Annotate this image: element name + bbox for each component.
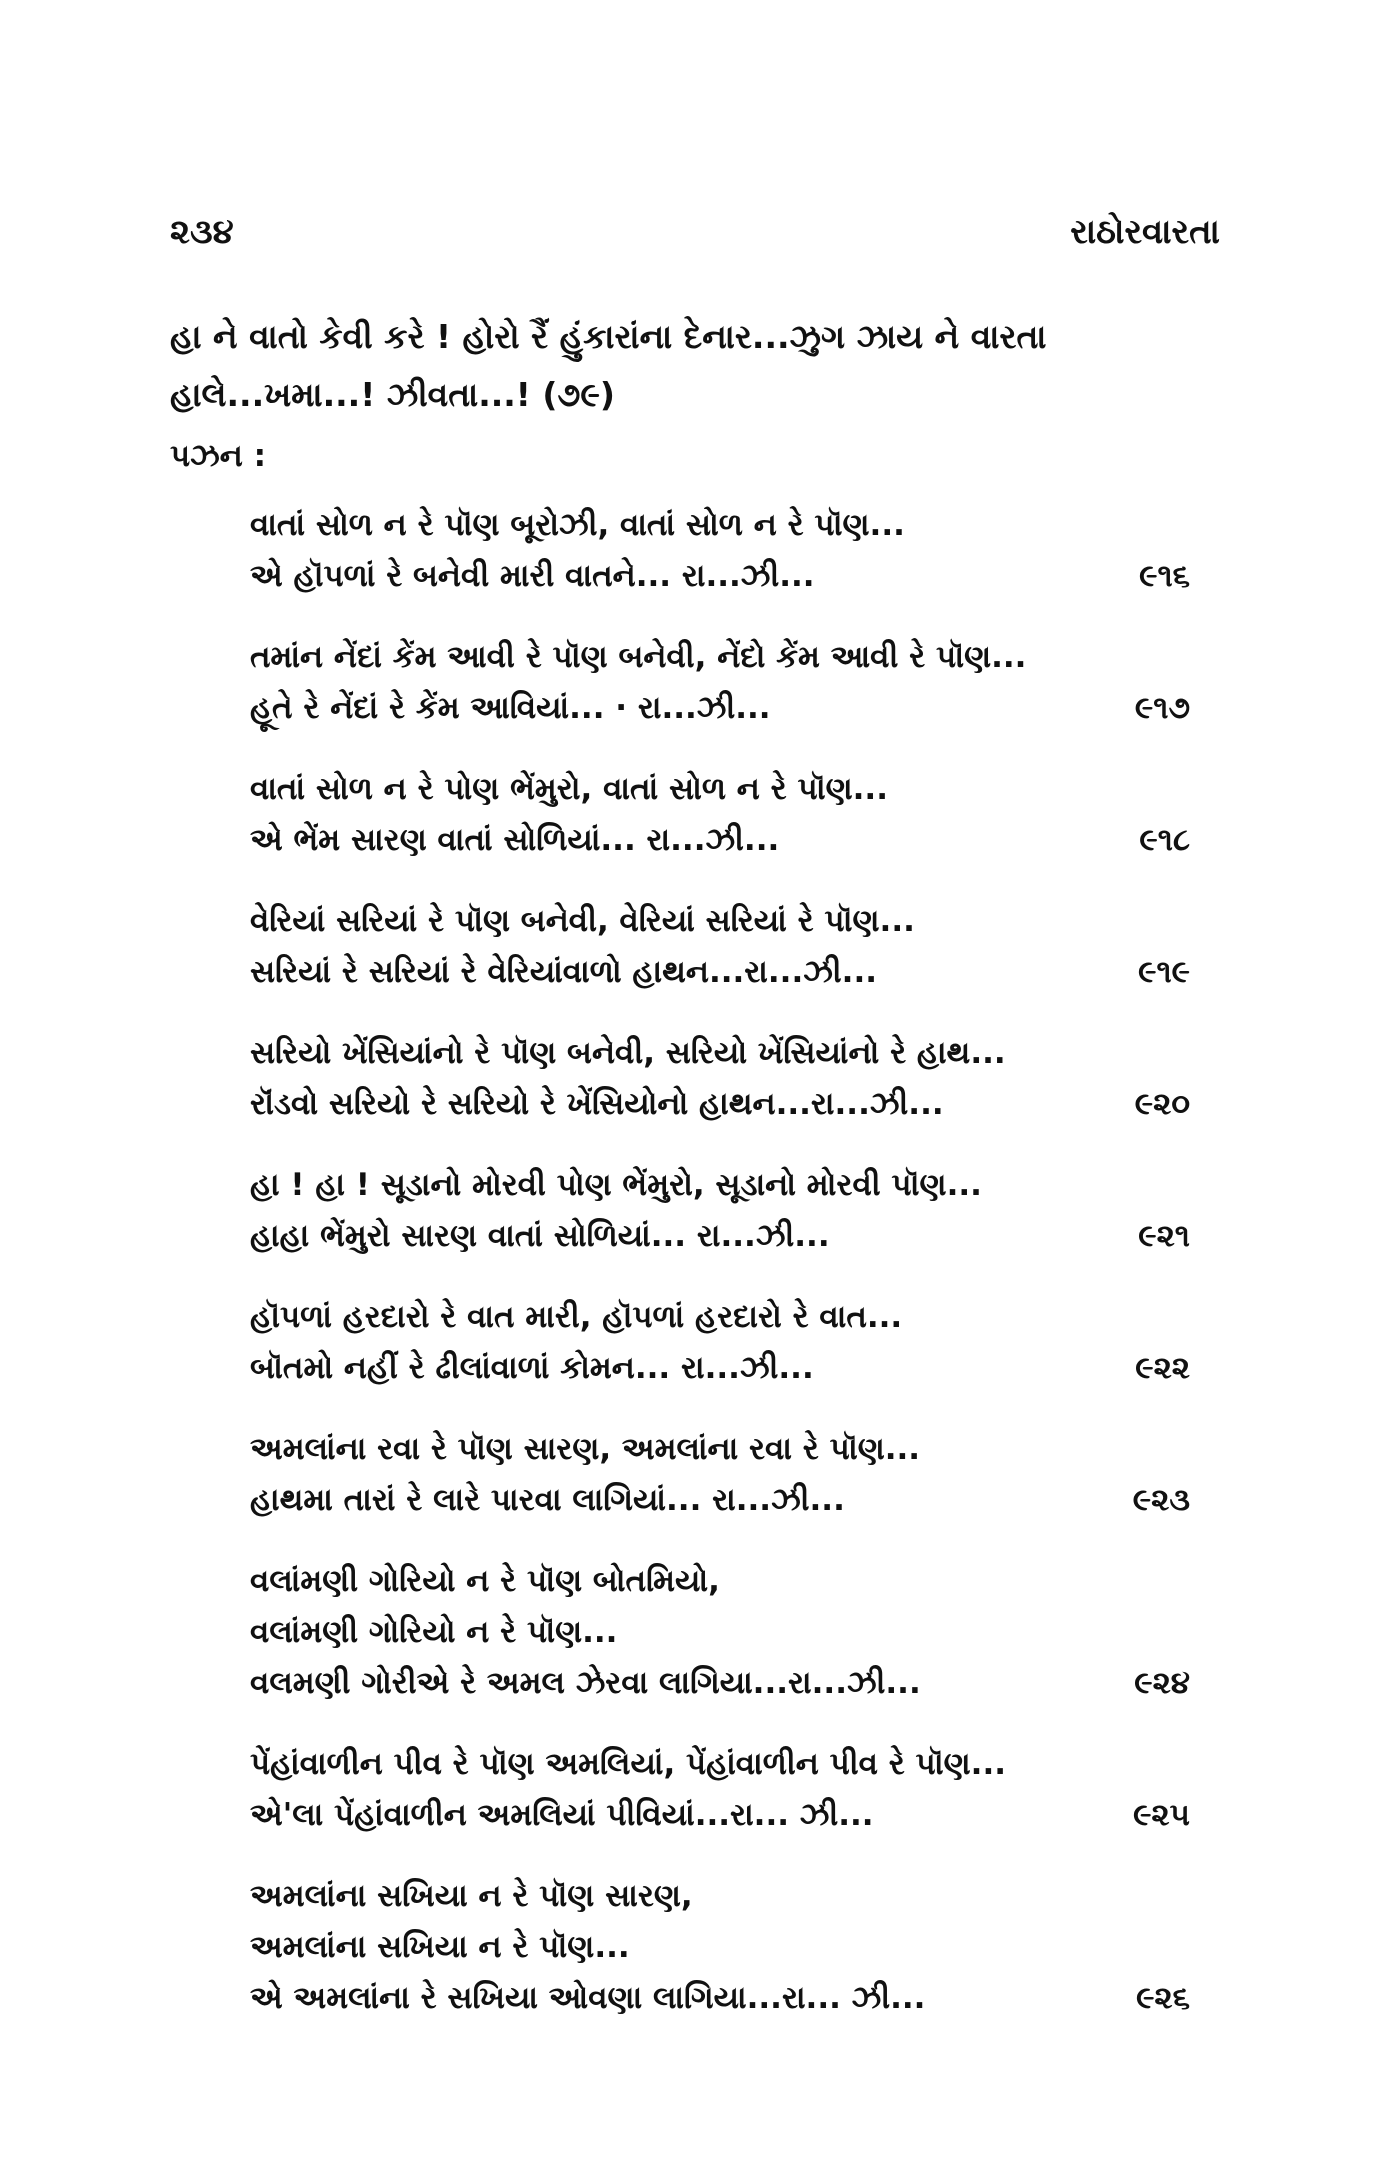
verse-stanza: [250, 500, 1190, 602]
verse-number: ૯૧૬: [1139, 558, 1190, 594]
verse-line: [250, 1790, 1190, 1841]
verse-line: [250, 1973, 1190, 2024]
verse-stanza: [250, 1556, 1190, 1709]
verse-line-text: વાતાં સોળ ન રે પોણ ભેંમુરો, વાતાં સોળ ન રે પૉણ...: [250, 771, 888, 807]
verse-number: ૯૨૧: [1138, 1218, 1190, 1254]
verse-line-text: એ ભેંમ સારણ વાતાં સોળિયાં... રા...ઝી...: [250, 822, 780, 858]
verse-line: [250, 815, 1190, 866]
verse-line: [250, 1211, 1190, 1262]
verse-line-text: અમલાંના રવા રે પૉણ સારણ, અમલાંના રવા રે પૉણ...: [250, 1431, 921, 1467]
verse-line: [250, 1424, 1190, 1475]
verse-line-text: એ અમલાંના રે સખિયા ઓવણા લાગિયા...રા... ઝી...: [250, 1980, 926, 2016]
verse-line-text: સરિયો ખેંસિયાંનો રે પૉણ બનેવી, સરિયો ખેંસિયાંનો રે હાથ...: [250, 1035, 1006, 1071]
verse-line-text: વેરિયાં સરિયાં રે પૉણ બનેવી, વેરિયાં સરિયાં રે પૉણ...: [250, 903, 915, 939]
verse-number: ૯૧૯: [1138, 954, 1190, 990]
verse-line: [250, 500, 1190, 551]
verse-line: [250, 551, 1190, 602]
verse-line: [250, 1556, 1190, 1607]
verse-stanza: [250, 1739, 1190, 1841]
verse-stanza: [250, 1424, 1190, 1526]
verse-stanza: [250, 1160, 1190, 1262]
verse-line: [250, 683, 1190, 734]
verse-line-text: એ'લા પેંહાંવાળીન અમલિયાં પીવિયાં...રા... ઝી...: [250, 1797, 874, 1833]
section-label: પઝન :: [170, 438, 266, 474]
verse-number: ૯૨૩: [1132, 1482, 1190, 1518]
verse-line-text: હાથમા તારાં રે લારે પારવા લાગિયાં... રા...ઝી...: [250, 1482, 845, 1518]
verse-line: [250, 1871, 1190, 1922]
verse-line: [250, 947, 1190, 998]
verse-line-text: હાહા ભેંમુરો સારણ વાતાં સોળિયાં... રા...ઝી...: [250, 1218, 830, 1254]
verse-number: ૯૨૦: [1134, 1086, 1190, 1122]
verse-line-text: વલમણી ગોરીએ રે અમલ ઝેરવા લાગિયા...રા...ઝી...: [250, 1665, 921, 1701]
verse-number: ૯૧૭: [1134, 690, 1190, 726]
verse-line-text: વલાંમણી ગોરિયો ન રે પૉણ બોતમિયો,: [250, 1563, 720, 1599]
verse-number: ૯૨૬: [1136, 1980, 1190, 2016]
verse-line-text: અમલાંના સખિયા ન રે પૉણ સારણ,: [250, 1878, 693, 1914]
page-header: [170, 212, 1220, 272]
verse-number: ૯૨૫: [1133, 1797, 1190, 1833]
verse-line: [250, 1739, 1190, 1790]
verse-line-text: પેંહાંવાળીન પીવ રે પૉણ અમલિયાં, પેંહાંવાળીન પીવ રે પૉણ...: [250, 1746, 1007, 1782]
verse-line: [250, 1658, 1190, 1709]
page-number: ૨૩૪: [170, 212, 234, 252]
verse-line: [250, 1079, 1190, 1130]
verse-number: ૯૨૨: [1135, 1350, 1190, 1386]
verse-line: [250, 1028, 1190, 1079]
verse-line-text: હૂતે રે નેંદાં રે કેંમ આવિયાં... · રા...ઝી...: [250, 690, 771, 726]
verse-line-text: હા ! હા ! સૂડાનો મોરવી પોણ ભેંમુરો, સૂડાનો મોરવી પૉણ...: [250, 1167, 982, 1203]
verse-stanza: [250, 1871, 1190, 2024]
running-title: રાઠોરવારતા: [1070, 212, 1220, 252]
verse-number: ૯૧૮: [1139, 822, 1190, 858]
verse-line: [250, 1922, 1190, 1973]
verse-list: [250, 500, 1190, 2054]
verse-line-text: અમલાંના સખિયા ન રે પૉણ...: [250, 1929, 630, 1965]
verse-line-text: સરિયાં રે સરિયાં રે વેરિયાંવાળો હાથન...રા...ઝી...: [250, 954, 877, 990]
verse-line: [250, 1343, 1190, 1394]
verse-number: ૯૨૪: [1134, 1665, 1190, 1701]
verse-stanza: [250, 764, 1190, 866]
verse-stanza: [250, 1292, 1190, 1394]
verse-line: [250, 1475, 1190, 1526]
verse-stanza: [250, 896, 1190, 998]
verse-line-text: એ હૉપળાં રે બનેવી મારી વાતને... રા...ઝી...: [250, 558, 815, 594]
verse-stanza: [250, 1028, 1190, 1130]
verse-line: [250, 1160, 1190, 1211]
verse-line: [250, 632, 1190, 683]
verse-stanza: [250, 632, 1190, 734]
verse-line-text: રૉંડવો સરિયો રે સરિયો રે ખેંસિયોનો હાથન...રા...ઝી...: [250, 1086, 944, 1122]
verse-line: [250, 1607, 1190, 1658]
verse-line: [250, 896, 1190, 947]
verse-line: [250, 764, 1190, 815]
verse-line-text: વલાંમણી ગોરિયો ન રે પૉણ...: [250, 1614, 618, 1650]
verse-line-text: હૉપળાં હરદારો રે વાત મારી, હૉપળાં હરદારો રે વાત...: [250, 1299, 903, 1335]
intro-paragraph: હા ને વાતો કેવી કરે ! હોરો રૈં હુંકારાંના દેનાર...ઝુગ ઝાય ને વારતા હાલે...ખમા...! ઝીવતા...! (૭૯): [170, 317, 1047, 414]
verse-line: [250, 1292, 1190, 1343]
verse-line-text: તમાંન નેંદાં કેંમ આવી રે પૉણ બનેવી, નેંદો કેંમ આવી રે પૉણ...: [250, 639, 1027, 675]
verse-line-text: વાતાં સોળ ન રે પૉણ બૂરોઝી, વાતાં સોળ ન રે પૉણ...: [250, 507, 905, 543]
verse-line-text: બૉતમો નહીં રે ઢીલાંવાળાં કોમન... રા...ઝી...: [250, 1350, 814, 1386]
